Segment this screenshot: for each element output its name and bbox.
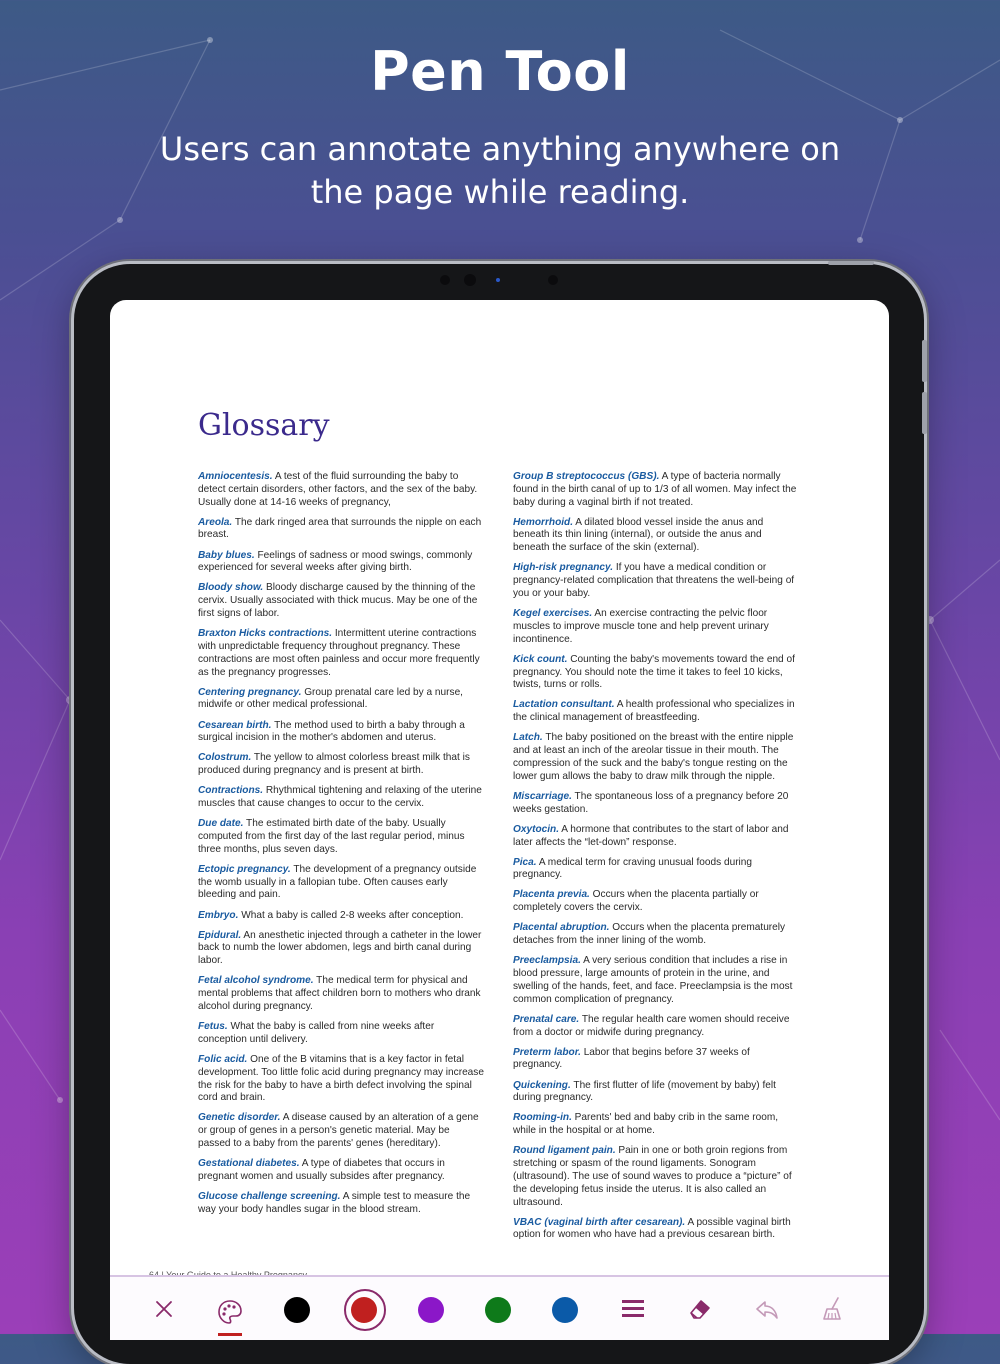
glossary-term: Colostrum.	[198, 752, 252, 764]
glossary-entry	[198, 864, 484, 902]
glossary-term: Folic acid.	[198, 1053, 248, 1065]
camera-lens	[548, 275, 558, 285]
glossary-term: Embryo.	[198, 909, 239, 921]
glossary-definition: The first flutter of life (movement by baby) felt during pregnancy.	[513, 1079, 776, 1104]
glossary-entry	[198, 1054, 484, 1105]
glossary-term: Braxton Hicks contractions.	[198, 628, 333, 640]
glossary-term: Areola.	[198, 516, 233, 528]
glossary-definition: Pain in one or both groin regions from stretching or spasm of the round ligaments. Sonogram (ultrasound). The use of sound waves to produce a “picture” of the developing fetus inside the uterus. It is also called an ultrasound.	[513, 1145, 792, 1208]
glossary-entry	[513, 699, 799, 725]
glossary-entry	[198, 975, 484, 1013]
glossary-term: Lactation consultant.	[513, 699, 615, 711]
glossary-term: Pica.	[513, 856, 537, 868]
glossary-entry	[513, 608, 799, 646]
glossary-entry	[513, 1112, 799, 1138]
clear-annotations-button[interactable]	[818, 1295, 848, 1323]
color-swatch-red[interactable]	[351, 1297, 377, 1323]
glossary-entry	[513, 517, 799, 555]
glossary-entry	[198, 930, 484, 968]
glossary-definition: What a baby is called 2-8 weeks after conception.	[238, 909, 464, 921]
glossary-entry	[513, 1145, 799, 1209]
glossary-entry	[513, 1217, 799, 1243]
glossary-term: Kegel exercises.	[513, 608, 593, 620]
glossary-term: Amniocentesis.	[198, 471, 273, 482]
glossary-term: VBAC (vaginal birth after cesarean).	[513, 1216, 686, 1228]
close-pen-tool-button[interactable]	[150, 1295, 178, 1323]
glossary-entry	[513, 922, 799, 948]
glossary-entry	[513, 1080, 799, 1106]
glossary-definition: Counting the baby's movements toward the end of pregnancy. You should note the time it takes to feel 10 kicks, twists, turns or rolls.	[513, 653, 795, 691]
glossary-definition: A medical term for craving unusual foods during pregnancy.	[513, 856, 753, 881]
glossary-term: Preeclampsia.	[513, 955, 581, 967]
glossary-entry	[198, 517, 484, 543]
line-weight-icon	[621, 1297, 645, 1321]
glossary-definition: Labor that begins before 37 weeks of pregnancy.	[513, 1046, 750, 1071]
glossary-right-column	[513, 471, 799, 1249]
glossary-term: Placenta previa.	[513, 889, 590, 901]
glossary-term: High-risk pregnancy.	[513, 562, 614, 574]
glossary-term: Centering pregnancy.	[198, 686, 302, 698]
glossary-definition: A type of diabetes that occurs in pregnant women and usually subsides after pregnancy.	[198, 1158, 445, 1182]
power-button	[828, 261, 874, 265]
glossary-entry	[513, 654, 799, 692]
eraser-button[interactable]	[685, 1295, 715, 1323]
glossary-definition: The estimated birth date of the baby. Usually computed from the first day of the last regular period, minus three months, plus seven days.	[198, 818, 465, 855]
palette-icon	[217, 1299, 243, 1325]
glossary-term: Rooming-in.	[513, 1112, 572, 1124]
hero-subtitle: Users can annotate anything anywhere on the page while reading.	[159, 130, 841, 211]
reader-screen	[110, 300, 889, 1340]
glossary-definition: A health professional who specializes in the clinical management of breastfeeding.	[513, 699, 795, 724]
glossary-definition: The yellow to almost colorless breast milk that is produced during pregnancy and is present at birth.	[198, 752, 470, 777]
pen-toolbar	[110, 1275, 889, 1340]
glossary-definition: The development of a pregnancy outside the womb usually in a fallopian tube. Often causes early bleeding and pain.	[198, 863, 477, 901]
glossary-entry	[198, 1021, 484, 1047]
glossary-definition: The medical term for physical and mental problems that affect children born to mothers who drank alcohol during pregnancy.	[198, 975, 481, 1012]
glossary-definition: Bloody discharge caused by the thinning of the cervix. Usually associated with thick mucus. May be one of the first signs of labor.	[198, 582, 478, 620]
glossary-term: Oxytocin.	[513, 823, 559, 835]
glossary-definition: A disease caused by an alteration of a gene or group of genes in a person's genetic material. May be passed to a baby from the parents' genes (hereditary).	[198, 1112, 479, 1150]
glossary-definition: One of the B vitamins that is a key factor in fetal development. Too little folic acid during pregnancy may increase the risk for the baby to have a birth defect involving the spinal cord and brain.	[198, 1053, 484, 1104]
camera-sensor	[496, 278, 500, 282]
glossary-entry	[198, 785, 484, 811]
color-swatch-blue[interactable]	[552, 1297, 578, 1323]
glossary-definition: The spontaneous loss of a pregnancy before 20 weeks gestation.	[513, 790, 789, 815]
glossary-entry	[198, 471, 484, 509]
glossary-entry	[198, 628, 484, 679]
glossary-term: Quickening.	[513, 1079, 571, 1091]
glossary-definition: What the baby is called from nine weeks after conception until delivery.	[198, 1021, 435, 1045]
clear-icon	[820, 1296, 846, 1322]
glossary-entry	[198, 818, 484, 856]
glossary-term: Round ligament pain.	[513, 1145, 616, 1157]
glossary-term: Bloody show.	[198, 582, 264, 594]
camera-lens	[440, 275, 450, 285]
color-swatch-black[interactable]	[284, 1297, 310, 1323]
glossary-term: Fetal alcohol syndrome.	[198, 975, 314, 987]
line-weight-button[interactable]	[618, 1295, 648, 1323]
glossary-entry	[198, 550, 484, 576]
glossary-term: Prenatal care.	[513, 1013, 580, 1025]
glossary-entry	[513, 471, 799, 509]
glossary-definition: Group prenatal care led by a nurse, midwife or other medical professional.	[198, 686, 463, 711]
glossary-definition: The method used to birth a baby through a surgical incision in the mother's abdomen and uterus.	[198, 719, 465, 744]
glossary-entry	[513, 955, 799, 1006]
glossary-entry	[198, 1158, 484, 1184]
glossary-term: Group B streptococcus (GBS).	[513, 471, 660, 482]
glossary-entry	[198, 720, 484, 746]
glossary-entry	[513, 889, 799, 915]
glossary-heading: Glossary	[198, 408, 330, 443]
glossary-entry	[198, 1112, 484, 1150]
glossary-term: Baby blues.	[198, 549, 255, 561]
glossary-definition: If you have a medical condition or pregnancy-related complication that threatens the well-being of you or your baby.	[513, 562, 795, 599]
glossary-definition: A possible vaginal birth option for women who have had a previous cesarean birth.	[513, 1216, 791, 1241]
glossary-entry	[513, 732, 799, 783]
camera-bar	[436, 272, 566, 288]
glossary-definition: The baby positioned on the breast with the entire nipple and at least an inch of the areolar tissue in their mouth. The compression of the suck and the baby's tongue resting on the lower gum allows the baby to draw milk through the nipple.	[513, 732, 794, 782]
glossary-definition: Occurs when the placenta prematurely detaches from the inner lining of the womb.	[513, 922, 786, 947]
volume-button-bottom	[922, 392, 927, 434]
glossary-term: Kick count.	[513, 653, 568, 665]
glossary-definition: A simple test to measure the way your body handles sugar in the blood stream.	[198, 1191, 471, 1215]
glossary-definition: The regular health care women should receive from a doctor or midwife during pregnancy.	[513, 1013, 790, 1038]
glossary-definition: A test of the fluid surrounding the baby to detect certain disorders, other factors, and the sex of the baby. Usually done at 14-16 weeks of pregnancy,	[198, 471, 478, 508]
glossary-definition: A dilated blood vessel inside the anus and beneath its thin lining (internal), or outside the anus and beneath the surface of the skin (external).	[513, 516, 764, 554]
volume-button-top	[922, 340, 927, 382]
glossary-entry	[513, 857, 799, 883]
glossary-definition: A very serious condition that includes a rise in blood pressure, large amounts of protein in the urine, and swelling of the hands, feet, and face. Preeclampsia is the most common complication of pregnancy.	[513, 955, 793, 1005]
glossary-entry	[198, 687, 484, 713]
glossary-definition: Occurs when the placenta partially or completely covers the cervix.	[513, 889, 759, 914]
color-swatch-purple[interactable]	[418, 1297, 444, 1323]
glossary-entry	[513, 1014, 799, 1040]
glossary-term: Latch.	[513, 732, 543, 744]
undo-icon	[754, 1297, 780, 1321]
glossary-definition: An anesthetic injected through a catheter in the lower back to numb the lower abdomen, legs and birth canal during labor.	[198, 929, 482, 967]
glossary-entry	[513, 562, 799, 600]
palette-active-indicator	[218, 1333, 242, 1336]
glossary-definition: Parents' bed and baby crib in the same room, while in the hospital or at home.	[513, 1112, 779, 1137]
glossary-definition: An exercise contracting the pelvic floor muscles to improve muscle tone and help prevent urinary incontinence.	[513, 608, 769, 645]
glossary-term: Glucose challenge screening.	[198, 1191, 341, 1202]
glossary-term: Preterm labor.	[513, 1046, 581, 1058]
glossary-entry	[513, 824, 799, 850]
undo-button[interactable]	[752, 1295, 782, 1323]
glossary-definition: A hormone that contributes to the start of labor and later affects the “let-down” response.	[513, 823, 789, 848]
camera-lens	[464, 274, 476, 286]
glossary-term: Hemorrhoid.	[513, 516, 574, 528]
glossary-definition: Rhythmical tightening and relaxing of the uterine muscles that cause changes to occur to the cervix.	[198, 785, 482, 810]
palette-button[interactable]	[214, 1291, 246, 1333]
glossary-entry	[513, 1047, 799, 1073]
glossary-definition: The dark ringed area that surrounds the nipple on each breast.	[198, 516, 482, 541]
glossary-term: Gestational diabetes.	[198, 1158, 300, 1170]
glossary-left-column	[198, 471, 484, 1224]
glossary-term: Epidural.	[198, 929, 242, 941]
glossary-term: Genetic disorder.	[198, 1112, 281, 1124]
glossary-term: Miscarriage.	[513, 790, 572, 802]
glossary-definition: Intermittent uterine contractions with unpredictable frequency throughout pregnancy. These contractions are most often painless and occur more frequently as the pregnancy progresses.	[198, 628, 480, 678]
glossary-entry	[198, 582, 484, 620]
hero-title: Pen Tool	[370, 40, 630, 103]
glossary-term: Placental abruption.	[513, 922, 610, 934]
color-swatch-green[interactable]	[485, 1297, 511, 1323]
glossary-definition: Feelings of sadness or mood swings, commonly experienced for several weeks after giving birth.	[198, 549, 473, 574]
glossary-term: Due date.	[198, 818, 244, 830]
glossary-entry	[198, 910, 484, 923]
close-icon	[154, 1299, 174, 1319]
glossary-term: Fetus.	[198, 1021, 228, 1033]
glossary-term: Ectopic pregnancy.	[198, 863, 291, 875]
glossary-entry	[198, 1191, 484, 1217]
glossary-entry	[198, 752, 484, 778]
glossary-entry	[513, 791, 799, 817]
glossary-definition: A type of bacteria normally found in the birth canal of up to 1/3 of all women. May infect the baby during a vaginal birth if not treated.	[513, 471, 797, 508]
eraser-icon	[688, 1297, 712, 1321]
glossary-term: Cesarean birth.	[198, 719, 272, 731]
glossary-term: Contractions.	[198, 785, 264, 797]
